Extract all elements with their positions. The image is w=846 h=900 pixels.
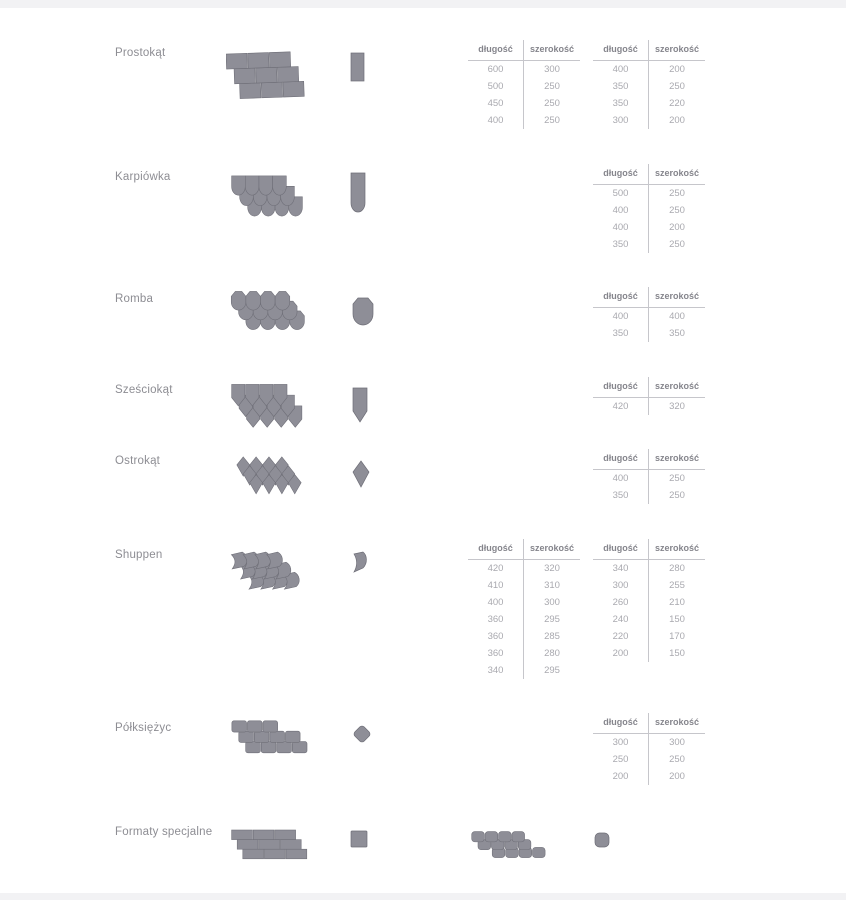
table-cell: 420 xyxy=(468,560,524,577)
table-row xyxy=(593,308,705,325)
table-row xyxy=(468,95,580,112)
table-cell: 200 xyxy=(593,768,649,785)
table-row xyxy=(593,645,705,662)
table-cell: 200 xyxy=(669,64,685,75)
table-cell: 255 xyxy=(669,580,685,591)
table-cell: 320 xyxy=(669,401,685,412)
table-cell: 500 xyxy=(468,78,524,95)
table-row xyxy=(593,95,705,112)
table-header-row xyxy=(593,713,705,734)
table-row xyxy=(468,645,580,662)
table-row xyxy=(468,112,580,129)
dimensions-table xyxy=(593,377,705,415)
table-cell: 300 xyxy=(593,112,649,129)
polksiezyc-tiles-pattern-icon xyxy=(230,720,308,758)
table-row xyxy=(593,112,705,129)
table-cell: 450 xyxy=(468,95,524,112)
table-header-row xyxy=(468,539,580,560)
format-label: Shuppen xyxy=(115,549,163,561)
table-cell: 400 xyxy=(593,308,649,325)
table-cell: 250 xyxy=(669,754,685,765)
column-header: szerokość xyxy=(654,717,700,727)
column-header: szerokość xyxy=(654,168,700,178)
table-cell: 200 xyxy=(669,222,685,233)
table-row xyxy=(593,202,705,219)
table-header-row xyxy=(593,164,705,185)
table-cell: 300 xyxy=(593,734,649,751)
polksiezyc-single-tile-icon xyxy=(352,724,372,744)
format-label: Sześciokąt xyxy=(115,384,173,396)
szesciokat-tiles-pattern-icon xyxy=(230,384,306,436)
dimensions-table xyxy=(468,40,580,129)
table-row xyxy=(593,734,705,751)
table-row xyxy=(468,560,580,577)
table-cell: 400 xyxy=(593,470,649,487)
dimensions-table xyxy=(593,713,705,785)
table-header-row xyxy=(593,287,705,308)
dimensions-table xyxy=(593,287,705,342)
table-cell: 280 xyxy=(669,563,685,574)
formaty-specjalne-rect-pattern-icon xyxy=(230,828,310,864)
column-header: długość xyxy=(468,539,524,559)
table-cell: 350 xyxy=(593,487,649,504)
table-cell: 150 xyxy=(669,614,685,625)
formaty-specjalne-rounded-tile-icon xyxy=(594,832,610,848)
shuppen-tiles-pattern-icon xyxy=(228,550,308,598)
table-cell: 400 xyxy=(593,61,649,78)
prostokat-tiles-pattern-icon xyxy=(226,50,306,102)
table-cell: 200 xyxy=(593,645,649,662)
table-cell: 250 xyxy=(544,115,560,126)
format-label: Półksiężyc xyxy=(115,722,172,734)
table-cell: 300 xyxy=(544,64,560,75)
table-cell: 280 xyxy=(544,648,560,659)
table-cell: 420 xyxy=(593,398,649,415)
column-header: szerokość xyxy=(529,543,575,553)
table-cell: 350 xyxy=(593,95,649,112)
table-cell: 250 xyxy=(669,490,685,501)
karpiowka-tiles-pattern-icon xyxy=(230,173,304,227)
table-cell: 250 xyxy=(544,81,560,92)
romba-single-tile-icon xyxy=(352,297,374,327)
page-bottom-edge xyxy=(0,893,846,900)
table-cell: 500 xyxy=(593,185,649,202)
table-cell: 220 xyxy=(669,98,685,109)
table-header-row xyxy=(593,449,705,470)
table-cell: 410 xyxy=(468,577,524,594)
table-cell: 350 xyxy=(593,78,649,95)
table-cell: 360 xyxy=(468,611,524,628)
table-header-row xyxy=(593,539,705,560)
table-cell: 400 xyxy=(593,219,649,236)
romba-tiles-pattern-icon xyxy=(228,288,306,342)
table-cell: 300 xyxy=(544,597,560,608)
table-row xyxy=(468,662,580,679)
table-row xyxy=(468,577,580,594)
table-cell: 400 xyxy=(593,202,649,219)
column-header: długość xyxy=(593,539,649,559)
table-cell: 400 xyxy=(468,112,524,129)
table-row xyxy=(468,611,580,628)
column-header: szerokość xyxy=(654,453,700,463)
table-cell: 285 xyxy=(544,631,560,642)
table-cell: 210 xyxy=(669,597,685,608)
table-cell: 350 xyxy=(593,236,649,253)
table-row xyxy=(593,236,705,253)
column-header: szerokość xyxy=(654,543,700,553)
table-cell: 350 xyxy=(669,328,685,339)
table-cell: 295 xyxy=(544,614,560,625)
table-row xyxy=(468,628,580,645)
table-cell: 340 xyxy=(593,560,649,577)
table-cell: 350 xyxy=(593,325,649,342)
table-row xyxy=(468,61,580,78)
table-row xyxy=(593,594,705,611)
column-header: długość xyxy=(468,40,524,60)
karpiowka-single-tile-icon xyxy=(350,172,366,214)
table-cell: 320 xyxy=(544,563,560,574)
column-header: długość xyxy=(593,377,649,397)
column-header: długość xyxy=(593,713,649,733)
column-header: szerokość xyxy=(654,381,700,391)
ostrokat-single-tile-icon xyxy=(352,460,370,488)
table-row xyxy=(468,594,580,611)
column-header: długość xyxy=(593,287,649,307)
format-label: Prostokąt xyxy=(115,47,166,59)
table-cell: 310 xyxy=(544,580,560,591)
table-row xyxy=(593,768,705,785)
table-row xyxy=(593,470,705,487)
table-cell: 400 xyxy=(669,311,685,322)
column-header: długość xyxy=(593,40,649,60)
table-cell: 300 xyxy=(593,577,649,594)
formaty-specjalne-square-tile-icon xyxy=(350,830,368,848)
table-cell: 220 xyxy=(593,628,649,645)
table-cell: 250 xyxy=(669,81,685,92)
table-header-row xyxy=(593,40,705,61)
table-row xyxy=(593,577,705,594)
dimensions-table xyxy=(593,164,705,253)
dimensions-table xyxy=(593,40,705,129)
table-cell: 360 xyxy=(468,628,524,645)
column-header: szerokość xyxy=(529,44,575,54)
page-top-edge xyxy=(0,0,846,8)
table-row xyxy=(593,611,705,628)
table-row xyxy=(593,78,705,95)
table-cell: 250 xyxy=(669,205,685,216)
column-header: długość xyxy=(593,449,649,469)
szesciokat-single-tile-icon xyxy=(352,387,368,423)
format-label: Formaty specjalne xyxy=(115,826,213,838)
column-header: długość xyxy=(593,164,649,184)
table-row xyxy=(593,219,705,236)
table-row xyxy=(593,325,705,342)
table-cell: 300 xyxy=(669,737,685,748)
format-label: Ostrokąt xyxy=(115,455,161,467)
table-row xyxy=(593,398,705,415)
format-label: Karpiówka xyxy=(115,171,171,183)
column-header: szerokość xyxy=(654,44,700,54)
table-cell: 170 xyxy=(669,631,685,642)
ostrokat-tiles-pattern-icon xyxy=(232,456,306,506)
table-row xyxy=(593,751,705,768)
table-cell: 250 xyxy=(669,473,685,484)
table-header-row xyxy=(593,377,705,398)
table-cell: 240 xyxy=(593,611,649,628)
table-cell: 360 xyxy=(468,645,524,662)
dimensions-table xyxy=(593,449,705,504)
formaty-specjalne-rounded-pattern-icon xyxy=(470,830,546,860)
table-row xyxy=(593,487,705,504)
table-cell: 250 xyxy=(593,751,649,768)
dimensions-table xyxy=(468,539,580,679)
table-row xyxy=(593,61,705,78)
shuppen-single-tile-icon xyxy=(352,551,368,573)
table-cell: 250 xyxy=(669,239,685,250)
column-header: szerokość xyxy=(654,291,700,301)
format-label: Romba xyxy=(115,293,154,305)
table-cell: 295 xyxy=(544,665,560,676)
table-cell: 340 xyxy=(468,662,524,679)
table-cell: 200 xyxy=(669,771,685,782)
table-row xyxy=(593,560,705,577)
table-cell: 250 xyxy=(669,188,685,199)
table-row xyxy=(593,185,705,202)
table-header-row xyxy=(468,40,580,61)
table-row xyxy=(593,628,705,645)
table-cell: 150 xyxy=(669,648,685,659)
prostokat-single-tile-icon xyxy=(350,52,365,82)
table-cell: 400 xyxy=(468,594,524,611)
table-cell: 250 xyxy=(544,98,560,109)
dimensions-table xyxy=(593,539,705,662)
table-cell: 200 xyxy=(669,115,685,126)
table-cell: 260 xyxy=(593,594,649,611)
table-row xyxy=(468,78,580,95)
table-cell: 600 xyxy=(468,61,524,78)
